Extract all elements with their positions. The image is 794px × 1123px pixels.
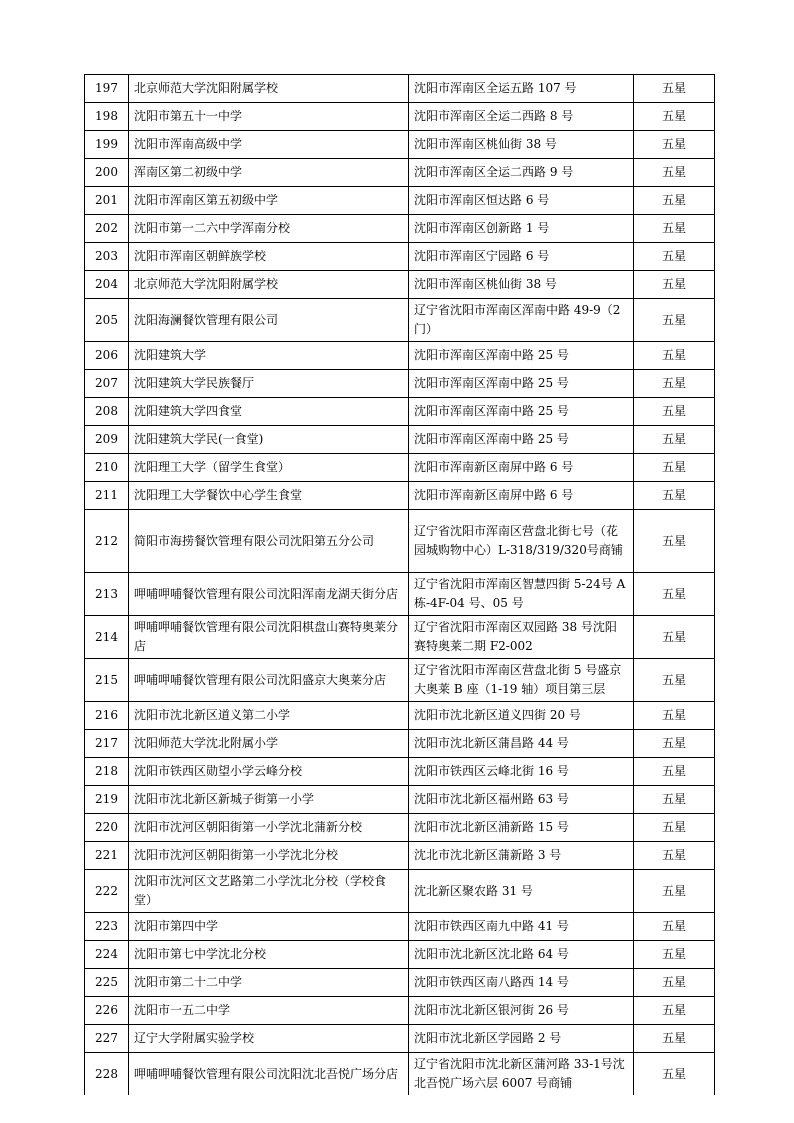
row-number: 200 (85, 159, 129, 187)
row-number: 218 (85, 758, 129, 786)
rating-level: 五星 (634, 271, 715, 299)
row-number: 207 (85, 370, 129, 398)
unit-name: 呷哺呷哺餐饮管理有限公司沈阳棋盘山赛特奥莱分店 (129, 616, 409, 659)
rating-level: 五星 (634, 730, 715, 758)
row-number: 205 (85, 299, 129, 342)
unit-name: 沈阳市第二十二中学 (129, 969, 409, 997)
unit-address: 沈阳市沈北新区道义四街 20 号 (409, 702, 634, 730)
table-row (85, 730, 715, 758)
table-row (85, 342, 715, 370)
unit-name: 沈阳理工大学餐饮中心学生食堂 (129, 482, 409, 510)
unit-address: 沈阳市浑南区宁园路 6 号 (409, 243, 634, 271)
unit-address: 沈阳市浑南区浑南中路 25 号 (409, 342, 634, 370)
table-row (85, 969, 715, 997)
row-number: 211 (85, 482, 129, 510)
table-row (85, 758, 715, 786)
unit-address: 辽宁省沈阳市浑南区双园路 38 号沈阳赛特奥莱二期 F2-002 (409, 616, 634, 659)
unit-address: 沈阳市沈北新区浦新路 15 号 (409, 814, 634, 842)
rating-level: 五星 (634, 215, 715, 243)
row-number: 199 (85, 131, 129, 159)
unit-address: 沈北新区聚农路 31 号 (409, 870, 634, 913)
table-row (85, 616, 715, 659)
unit-address: 沈阳市浑南区浑南中路 25 号 (409, 398, 634, 426)
table-row (85, 941, 715, 969)
row-number: 197 (85, 75, 129, 103)
row-number: 224 (85, 941, 129, 969)
row-number: 204 (85, 271, 129, 299)
row-number: 227 (85, 1025, 129, 1053)
unit-name: 沈阳市铁西区勋望小学云峰分校 (129, 758, 409, 786)
rating-level: 五星 (634, 969, 715, 997)
row-number: 214 (85, 616, 129, 659)
table-row (85, 103, 715, 131)
unit-address: 沈阳市浑南区恒达路 6 号 (409, 187, 634, 215)
row-number: 212 (85, 510, 129, 573)
table-row (85, 1025, 715, 1053)
unit-name: 辽宁大学附属实验学校 (129, 1025, 409, 1053)
row-number: 201 (85, 187, 129, 215)
unit-name: 沈阳市一五二中学 (129, 997, 409, 1025)
rating-level: 五星 (634, 814, 715, 842)
unit-name: 浑南区第二初级中学 (129, 159, 409, 187)
rating-level: 五星 (634, 482, 715, 510)
rating-level: 五星 (634, 842, 715, 870)
rating-level: 五星 (634, 659, 715, 702)
unit-name: 沈阳市浑南区朝鲜族学校 (129, 243, 409, 271)
unit-address: 沈阳市浑南区桃仙街 38 号 (409, 131, 634, 159)
unit-name: 沈阳建筑大学民族餐厅 (129, 370, 409, 398)
rating-level: 五星 (634, 398, 715, 426)
rating-level: 五星 (634, 616, 715, 659)
rating-level: 五星 (634, 870, 715, 913)
unit-address: 沈北市沈北新区蒲新路 3 号 (409, 842, 634, 870)
unit-name: 沈阳师范大学沈北附属小学 (129, 730, 409, 758)
table-row (85, 997, 715, 1025)
row-number: 219 (85, 786, 129, 814)
row-number: 223 (85, 913, 129, 941)
rating-level: 五星 (634, 243, 715, 271)
unit-address: 沈阳市沈北新区蒲昌路 44 号 (409, 730, 634, 758)
table-row (85, 842, 715, 870)
unit-address: 沈阳市浑南区全运五路 107 号 (409, 75, 634, 103)
rating-level: 五星 (634, 370, 715, 398)
unit-address: 沈阳市浑南区浑南中路 25 号 (409, 426, 634, 454)
unit-name: 沈阳市第五十一中学 (129, 103, 409, 131)
row-number: 215 (85, 659, 129, 702)
row-number: 228 (85, 1053, 129, 1096)
row-number: 206 (85, 342, 129, 370)
row-number: 208 (85, 398, 129, 426)
unit-name: 沈阳市沈北新区新城子街第一小学 (129, 786, 409, 814)
unit-name: 沈阳市沈河区朝阳街第一小学沈北分校 (129, 842, 409, 870)
table-row (85, 75, 715, 103)
row-number: 222 (85, 870, 129, 913)
unit-address: 沈阳市沈北新区福州路 63 号 (409, 786, 634, 814)
row-number: 220 (85, 814, 129, 842)
unit-address: 辽宁省沈阳市浑南区浑南中路 49-9（2 门） (409, 299, 634, 342)
table-row (85, 398, 715, 426)
table-row (85, 299, 715, 342)
table-row (85, 659, 715, 702)
table-row (85, 870, 715, 913)
rating-level: 五星 (634, 75, 715, 103)
unit-name: 沈阳建筑大学民(一食堂) (129, 426, 409, 454)
row-number: 210 (85, 454, 129, 482)
rating-level: 五星 (634, 573, 715, 616)
unit-name: 沈阳市第一二六中学浑南分校 (129, 215, 409, 243)
unit-name: 沈阳市沈北新区道义第二小学 (129, 702, 409, 730)
unit-address: 沈阳市浑南区创新路 1 号 (409, 215, 634, 243)
row-number: 203 (85, 243, 129, 271)
unit-address: 沈阳市沈北新区学园路 2 号 (409, 1025, 634, 1053)
table-row (85, 786, 715, 814)
unit-name: 北京师范大学沈阳附属学校 (129, 75, 409, 103)
unit-address: 辽宁省沈阳市浑南区营盘北街七号（花园城购物中心）L-318/319/320号商铺 (409, 510, 634, 573)
rating-level: 五星 (634, 426, 715, 454)
row-number: 225 (85, 969, 129, 997)
row-number: 216 (85, 702, 129, 730)
table-row (85, 1053, 715, 1096)
unit-address: 沈阳市浑南区桃仙街 38 号 (409, 271, 634, 299)
rating-level: 五星 (634, 913, 715, 941)
table-row (85, 370, 715, 398)
table-row (85, 510, 715, 573)
unit-name: 沈阳海澜餐饮管理有限公司 (129, 299, 409, 342)
unit-name: 沈阳市第四中学 (129, 913, 409, 941)
unit-name: 沈阳理工大学（留学生食堂） (129, 454, 409, 482)
unit-address: 沈阳市铁西区南九中路 41 号 (409, 913, 634, 941)
table-row (85, 426, 715, 454)
rating-level: 五星 (634, 187, 715, 215)
unit-name: 沈阳市第七中学沈北分校 (129, 941, 409, 969)
rating-level: 五星 (634, 702, 715, 730)
table-row (85, 187, 715, 215)
table-row (85, 702, 715, 730)
unit-name: 沈阳建筑大学四食堂 (129, 398, 409, 426)
unit-address: 沈阳市浑南区全运二西路 9 号 (409, 159, 634, 187)
unit-address: 沈阳市铁西区云峰北街 16 号 (409, 758, 634, 786)
table-row (85, 814, 715, 842)
unit-name: 沈阳市沈河区朝阳街第一小学沈北蒲新分校 (129, 814, 409, 842)
unit-address: 辽宁省沈阳市沈北新区蒲河路 33-1号沈北吾悦广场六层 6007 号商铺 (409, 1053, 634, 1096)
rating-level: 五星 (634, 941, 715, 969)
table-row (85, 482, 715, 510)
table-row (85, 573, 715, 616)
unit-name: 北京师范大学沈阳附属学校 (129, 271, 409, 299)
table-row (85, 131, 715, 159)
unit-address: 沈阳市浑南新区南屏中路 6 号 (409, 454, 634, 482)
row-number: 198 (85, 103, 129, 131)
data-table (84, 74, 715, 1095)
unit-address: 沈阳市浑南区浑南中路 25 号 (409, 370, 634, 398)
unit-address: 沈阳市浑南新区南屏中路 6 号 (409, 482, 634, 510)
unit-name: 沈阳市浑南高级中学 (129, 131, 409, 159)
rating-level: 五星 (634, 103, 715, 131)
rating-level: 五星 (634, 131, 715, 159)
unit-name: 呷哺呷哺餐饮管理有限公司沈阳沈北吾悦广场分店 (129, 1053, 409, 1096)
row-number: 226 (85, 997, 129, 1025)
rating-level: 五星 (634, 1053, 715, 1096)
row-number: 209 (85, 426, 129, 454)
rating-level: 五星 (634, 299, 715, 342)
unit-address: 沈阳市铁西区南八路西 14 号 (409, 969, 634, 997)
rating-level: 五星 (634, 1025, 715, 1053)
unit-name: 沈阳市浑南区第五初级中学 (129, 187, 409, 215)
table-row (85, 454, 715, 482)
rating-level: 五星 (634, 159, 715, 187)
row-number: 221 (85, 842, 129, 870)
unit-name: 沈阳建筑大学 (129, 342, 409, 370)
rating-level: 五星 (634, 342, 715, 370)
unit-name: 呷哺呷哺餐饮管理有限公司沈阳盛京大奥莱分店 (129, 659, 409, 702)
unit-address: 沈阳市沈北新区银河街 26 号 (409, 997, 634, 1025)
rating-level: 五星 (634, 454, 715, 482)
rating-level: 五星 (634, 758, 715, 786)
table-row (85, 913, 715, 941)
row-number: 213 (85, 573, 129, 616)
rating-level: 五星 (634, 510, 715, 573)
unit-address: 沈阳市浑南区全运二西路 8 号 (409, 103, 634, 131)
unit-name: 简阳市海捞餐饮管理有限公司沈阳第五分公司 (129, 510, 409, 573)
rating-level: 五星 (634, 997, 715, 1025)
rating-level: 五星 (634, 786, 715, 814)
unit-address: 辽宁省沈阳市浑南区智慧四街 5-24号 A 栋-4F-04 号、05 号 (409, 573, 634, 616)
table-row (85, 271, 715, 299)
unit-address: 沈阳市沈北新区沈北路 64 号 (409, 941, 634, 969)
unit-name: 沈阳市沈河区文艺路第二小学沈北分校（学校食堂） (129, 870, 409, 913)
table-row (85, 159, 715, 187)
row-number: 202 (85, 215, 129, 243)
unit-address: 辽宁省沈阳市浑南区营盘北街 5 号盛京大奥莱 B 座（1-19 轴）项目第三层 (409, 659, 634, 702)
row-number: 217 (85, 730, 129, 758)
unit-name: 呷哺呷哺餐饮管理有限公司沈阳浑南龙湖天街分店 (129, 573, 409, 616)
restaurant-rating-table (84, 74, 714, 1095)
table-row (85, 215, 715, 243)
table-row (85, 243, 715, 271)
